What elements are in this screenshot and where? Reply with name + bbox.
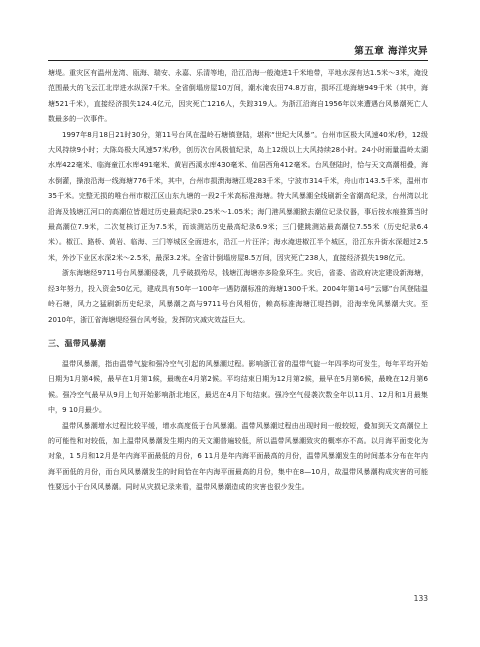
- section-heading: 三、温带风暴潮: [48, 338, 107, 348]
- body-text: [48, 66, 428, 496]
- header-rule: [48, 60, 428, 61]
- page-number: 133: [413, 594, 428, 603]
- running-header: [48, 43, 428, 57]
- paragraph-1: 塘堤。重灾区有温州龙湾、瓯海、瑞安、永嘉、乐清等地，沿江沿海一般淹进1千米地带，平地水深有达1.5米～3米，淹没范围最大的飞云江北岸进水纵深7千米。全省倒塌房屋10万间，潮水淹农田74.8万亩，损坏江堤海塘949千米（其中，海塘521千米），直接经济损失124.4亿元，因灾死亡1216人，失踪319人。为浙江沿海自1956年以来遭遇台风暴潮死亡人数最多的一次事件。: [48, 69, 428, 124]
- paragraph-3: 浙东海塘经9711号台风暴潮侵袭，几乎破损殆尽，钱塘江海塘亦多险象环生。灾后，省委、省政府决定建设新海塘，经3年努力，投入资金50亿元，建成具有50年一100年一遇防潮标准的海塘1300千米。2004年第14号“云娜”台风登陆温岭石塘，风力之猛刷新历史纪录，风暴潮之高与9711号台风相仿，赖高标准海塘江堤挡御，沿海幸免风暴潮大灾。至2010年，浙江省海塘堤经强台风考验，发挥防灾减灾效益巨大。: [48, 269, 428, 324]
- paragraph-4: 温带风暴潮，指由温带气旋和强冷空气引起的风暴潮过程。影响浙江省的温带气旋一年四季均可发生，每年平均开始日期为1月第4候，最早在1月第1候，最晚在4月第2候。平均结束日期为12月第2候，最早在5月第6候，最晚在12月第6候。强冷空气最早从9月上旬开始影响浙北地区，最迟在4月下旬结束。强冷空气侵袭次数全年以11月、12月和1月最集中，9 10月最少。: [48, 359, 428, 415]
- paragraph-2: 1997年8月18日21时30分，第11号台风在温岭石塘镇登陆，堪称“世纪大风暴”。台州市区极大风速40米/秒，12级大风持续9小时；大陈岛极大风速57米/秒，创历次台风极值纪录，岛上12级以上大风持续28小时。24小时雨量温岭太湖水库422毫米、临海童江水库491毫米、黄岩西溪水库430毫米、仙居西角412毫米。台风登陆时，恰与天文高潮相叠，海水倒灌，操浪沿海一线海塘776千米，其中，台州市损溃海塘江堤283千米，宁波市314千米，舟山市143.5千米，温州市35千米。完整无损的唯台州市椒江区山东九塘的一段2千米高标准海塘。特大风暴潮全线刷新全省潮高纪录，台州湾以北沿海及钱塘江河口的高潮位皆超过历史最高纪录0.25米～1.05米；海门港风暴潮掀去潮位记录仪器，事后按水痕推算当时最高潮位7.9米，二次复核订正为7.5米，而该测站历史最高纪录6.9米；三门健跳测站最高潮位7.55米（历史纪录6.4米）。椒江、路桥、黄岩、临海、三门等城区全面进水，沿江一片汪洋；海水淹进椒江半个城区，沿江东升街水深超过2.5米，外沙下业区水深2米～2.5米，最深3.2米。全省计倒塌房屋8.5万间，因灾死亡238人，直接经济损失198亿元。: [48, 130, 428, 262]
- paragraph-5: 温带风暴潮增水过程比较平缓，增水高度低于台风暴潮。温带风暴潮过程由出现时间一般较短，叠加到天文高潮位上的可能性和对较低，加上温带风暴潮发生期内的天文潮普遍较低，所以温带风暴潮致灾的概率亦不高。以月海平面变化为对象，1 5月和12月是年内海平面最低的月份，6 11月是年内海平面最高的月份，温带风暴潮发生的时间基本分布在年内海平面低的月份，而台风风暴潮发生的时间恰在年内海平面最高的月份，集中在8—10月，故温带风暴潮构成灾害的可能性要远小于台风风暴潮。同时从灾损记录来看，温带风暴潮造成的灾害也很少发生。: [48, 421, 428, 492]
- chapter-title: 第五章 海洋灾异: [354, 46, 428, 57]
